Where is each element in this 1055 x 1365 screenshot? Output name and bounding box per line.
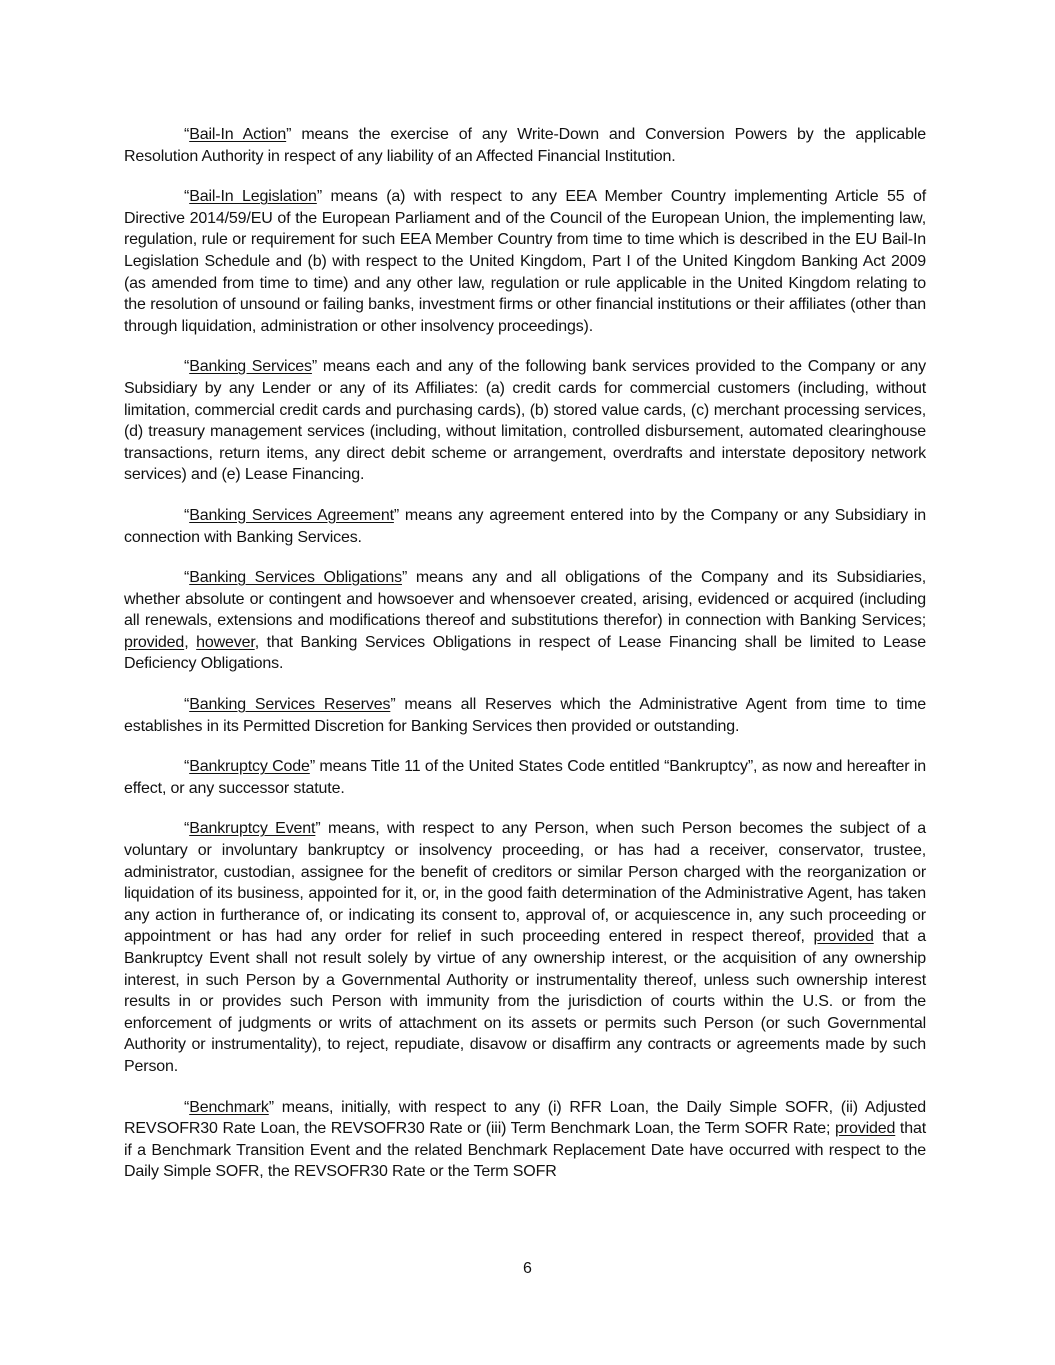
defined-term: Bankruptcy Event — [189, 820, 316, 838]
definition-text: means the exercise of any Write-Down and Conversion Powers by the applicable Resolution Authority in respect of any liability of an Affected Financial Institution. — [124, 126, 926, 165]
defined-term: Bail-In Action — [189, 126, 287, 143]
proviso-term: provided — [124, 633, 185, 651]
open-quote: “ — [184, 126, 190, 143]
defined-term: Banking Services Reserves — [189, 696, 391, 714]
close-quote: ” — [311, 358, 318, 376]
proviso-term: however — [196, 633, 255, 651]
definition-bail-in-action — [124, 124, 926, 167]
open-quote: “ — [184, 820, 190, 838]
close-quote: ” — [390, 696, 396, 714]
defined-term: Banking Services Obligations — [189, 569, 402, 587]
definition-text: means all Reserves which the Administrative Agent from time to time establishes in its Permitted Discretion for Banking Services then provided or outstanding. — [124, 696, 926, 735]
proviso-term: provided — [813, 928, 874, 946]
close-quote: ” — [268, 1098, 274, 1116]
defined-term: Banking Services — [189, 358, 312, 376]
defined-term: Banking Services Agreement — [189, 506, 394, 524]
open-quote: “ — [184, 188, 190, 206]
proviso-term: provided — [835, 1120, 896, 1138]
defined-term: Bail-In Legislation — [189, 188, 317, 206]
open-quote: “ — [184, 358, 190, 376]
definition-bankruptcy-event — [124, 818, 926, 1077]
definition-banking-services — [124, 356, 926, 486]
definition-text: means any and all obligations of the Company and its Subsidiaries, whether absolute or contingent and howsoever and whensoever created, arising, evidenced or acquired (including all renewals, extensions and modifications thereof and substitutions therefor) in connection with Banking Services; — [124, 569, 926, 630]
defined-term: Bankruptcy Code — [189, 758, 310, 776]
definition-text: means each and any of the following bank services provided to the Company or any Subsidiary by any Lender or any of its Affiliates: (a) credit cards for commercial customers (including, without limitation, commercial credit cards and purchasing cards), (b) stored value cards, (c) merchant processing services, (d) treasury management services (including, without limitation, controlled disbursement, automated clearinghouse transactions, return items, any direct debit scheme or arrangement, overdrafts and interstate depository network services) and (e) Lease Financing. — [124, 358, 926, 484]
definition-banking-services-obligations — [124, 567, 926, 675]
definition-banking-services-agreement — [124, 505, 926, 548]
definition-text: that a Bankruptcy Event shall not result solely by virtue of any ownership interest, or the acquisition of any ownership interest, in such Person by a Governmental Authority or instrumentality thereof, unless such ownership interest results in or provides such Person with immunity from the jurisdiction of courts within the U.S. or from the enforcement of judgments or writs of attachment on its assets or permits such Person (or such Governmental Authority or instrumentality), to reject, repudiate, disavow or disaffirm any contracts or agreements made by such Person. — [124, 928, 926, 1075]
definition-text: that if a Benchmark Transition Event and the related Benchmark Replacement Date have occurred with respect to the Daily Simple SOFR, the REVSOFR30 Rate or the Term SOFR — [124, 1120, 926, 1181]
definition-text: means Title 11 of the United States Code entitled “Bankruptcy”, as now and hereafter in effect, or any successor statute. — [124, 758, 926, 797]
definition-text: , that Banking Services Obligations in respect of Lease Financing shall be limited to Lease Deficiency Obligations. — [124, 633, 926, 673]
close-quote: ” — [316, 188, 322, 206]
close-quote: ” — [315, 820, 321, 838]
open-quote: “ — [184, 696, 190, 714]
definition-bankruptcy-code — [124, 756, 926, 799]
open-quote: “ — [184, 1098, 190, 1116]
definitions-body — [124, 124, 926, 1202]
defined-term: Benchmark — [189, 1098, 269, 1116]
page-number: 6 — [523, 1260, 532, 1277]
definition-text: means any agreement entered into by the Company or any Subsidiary in connection with Banking Services. — [124, 506, 927, 546]
definition-text: means, with respect to any Person, when such Person becomes the subject of a voluntary or involuntary bankruptcy or insolvency proceeding, or has had a receiver, conservator, trustee, administrator, custodian, assignee for the benefit of creditors or similar Person charged with the reorganization or liquidation of its business, appointed for it, or, in the good faith determination of the Administrative Agent, has taken any action in furtherance of, or indicating its consent to, approval of, or acquiescence in, any such proceeding or appointment or has had any order for relief in such proceeding entered in respect thereof, — [124, 820, 927, 946]
definition-banking-services-reserves — [124, 694, 926, 737]
close-quote: ” — [401, 569, 408, 587]
close-quote: ” — [286, 126, 292, 143]
close-quote: ” — [309, 758, 315, 776]
open-quote: “ — [184, 569, 190, 587]
separator-text: , — [184, 633, 197, 651]
definition-text: means (a) with respect to any EEA Member Country implementing Article 55 of Directive 2014/59/EU of the European Parliament and of the Council of the European Union, the implementing law, regulation, rule or requirement for such EEA Member Country from time to time which is described in the EU Bail-In Legislation Schedule and (b) with respect to the United Kingdom, Part I of the United Kingdom Banking Act 2009 (as amended from time to time) and any other law, regulation or rule applicable in the United Kingdom relating to the resolution of unsound or failing banks, investment firms or other financial institutions or their affiliates (other than through liquidation, administration or other insolvency proceedings). — [124, 188, 926, 335]
definition-bail-in-legislation — [124, 186, 926, 337]
open-quote: “ — [184, 506, 190, 524]
open-quote: “ — [184, 758, 190, 776]
definition-text: means, initially, with respect to any (i) RFR Loan, the Daily Simple SOFR, (ii) Adjusted REVSOFR30 Rate Loan, the REVSOFR30 Rate or (iii) Term Benchmark Loan, the Term SOFR Rate; — [124, 1098, 926, 1138]
definition-benchmark — [124, 1097, 926, 1183]
close-quote: ” — [393, 506, 400, 524]
